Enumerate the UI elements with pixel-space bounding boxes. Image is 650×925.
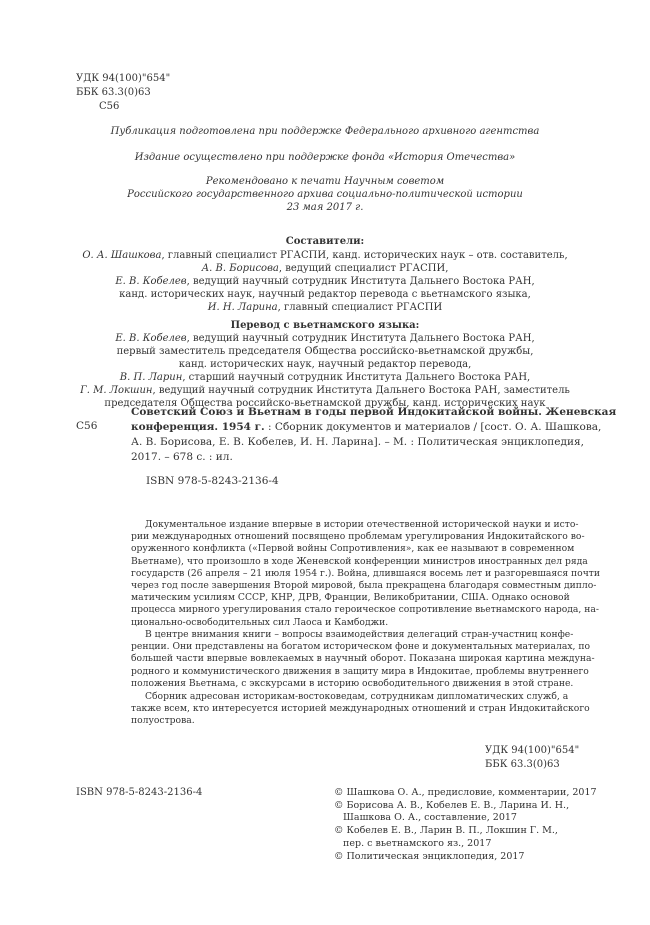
abstract-line: Вьетнаме), что произошло в ходе Женевской конференции министров иностранных дел ряда <box>131 555 588 567</box>
compiler-role: , ведущий научный сотрудник Института Дальнего Востока РАН, <box>186 276 535 287</box>
isbn-top: ISBN 978-5-8243-2136-4 <box>146 475 279 487</box>
bbk-code: ББК 63.3(0)63 <box>76 87 151 98</box>
translator-name: В. П. Ларин <box>119 372 183 383</box>
compiler-role: , главный специалист РГАСПИ <box>277 302 443 313</box>
book-title-line-1: Советский Союз и Вьетнам в годы первой Индокитайской войны. Женевская <box>131 406 617 418</box>
translator-name: Г. М. Локшин <box>80 385 153 396</box>
bbk-code-bottom: ББК 63.3(0)63 <box>485 759 560 770</box>
abstract-line: матическим усилиям СССР, КНР, ДРВ, Франции, Великобритании, США. Однако основой <box>131 592 570 604</box>
abstract-line: через год после завершения Второй мировой, была прекращена благодаря совместным дипло- <box>131 580 597 592</box>
compiler-role: , ведущий специалист РГАСПИ, <box>278 263 449 274</box>
translator-role: , ведущий научный сотрудник Института Дальнего Востока РАН, <box>186 333 535 344</box>
catalog-code: С56 <box>76 420 98 432</box>
book-title-bold: конференция. 1954 г. <box>131 421 265 433</box>
abstract-paragraph-1 <box>131 519 600 629</box>
isbn-bottom: ISBN 978-5-8243-2136-4 <box>76 787 203 798</box>
abstract-line: Документальное издание впервые в истории отечественной исторической науки и исто- <box>145 519 579 530</box>
translator-role: , ведущий научный сотрудник Института Дальнего Востока РАН, заместитель <box>152 385 570 396</box>
compilers-heading: Составители: <box>285 236 365 247</box>
translator-role: , старший научный сотрудник Института Дальнего Востока РАН, <box>182 372 531 383</box>
recommended-line-1: Рекомендовано к печати Научным советом <box>205 176 445 187</box>
abstract-line: Сборник адресован историкам-востоковедам, сотрудникам дипломатических служб, а <box>145 691 569 702</box>
udk-code: УДК 94(100)"654" <box>76 73 171 84</box>
translator-name: Е. В. Кобелев <box>115 333 187 344</box>
recommended-line-2: Российского государственного архива социально-политической истории <box>127 189 523 200</box>
compiler-line <box>0 250 650 262</box>
compiler-role: , главный специалист РГАСПИ, канд. исторических наук – отв. составитель, <box>161 250 568 261</box>
compiler-name: Е. В. Кобелев <box>115 276 187 287</box>
abstract-line: большей части впервые вовлекаемых в научный оборот. Показана широкая картина междуна- <box>131 653 595 665</box>
translator-line <box>0 372 650 384</box>
translator-line: председателя Общества российско-вьетнамской дружбы, канд. исторических наук <box>104 398 546 409</box>
translator-line <box>0 385 650 397</box>
abstract-line: также всем, кто интересуется историей международных отношений и стран Индокитайского <box>131 703 590 715</box>
book-title-line-2 <box>131 421 602 433</box>
translator-line <box>0 333 650 345</box>
abstract-line: В центре внимания книги – вопросы взаимодействия делегаций стран-участниц конфе- <box>145 629 574 640</box>
abstract-line: процесса мирного урегулирования стало героическое сопротивление вьетнамского народа, на- <box>131 604 599 616</box>
publication-note: Публикация подготовлена при поддержке Федерального архивного агентства <box>110 126 540 137</box>
abstract-line: оруженного конфликта («Первой войны Сопротивления», как ее называют в современном <box>131 543 575 555</box>
recommended-date: 23 мая 2017 г. <box>286 202 364 213</box>
copyright-line: пер. с вьетнамского яз., 2017 <box>334 838 492 849</box>
abstract-line: родного и коммунистического движения в защиту мира в Индокитае, проблемы внутреннего <box>131 665 589 677</box>
translation-heading: Перевод с вьетнамского языка: <box>230 320 420 331</box>
compiler-name: А. В. Борисова <box>201 263 279 274</box>
compiler-line <box>0 276 650 288</box>
abstract-paragraph-2 <box>131 629 595 690</box>
translator-line: первый заместитель председателя Общества российско-вьетнамской дружбы, <box>116 346 534 357</box>
abstract-line: ренции. Они представлены на богатом историческом фоне и документальных материалах, по <box>131 641 591 653</box>
compiler-name: О. А. Шашкова <box>82 250 162 261</box>
abstract-line: ционально-освободительных сил Лаоса и Камбоджи. <box>131 616 389 628</box>
abstract-paragraph-3 <box>131 691 590 728</box>
abstract-line: полуострова. <box>131 715 195 727</box>
copyright-line: © Борисова А. В., Кобелев Е. В., Ларина И. Н., <box>334 800 570 811</box>
abstract-line: государств (26 апреля – 21 июля 1954 г.). Война, длившаяся восемь лет и разгоревшаяся почти <box>131 567 600 579</box>
copyright-line: Шашкова О. А., составление, 2017 <box>334 812 517 823</box>
compiler-line <box>0 263 650 275</box>
udk-code-bottom: УДК 94(100)"654" <box>485 745 580 756</box>
book-subtitle: : Сборник документов и материалов / [сост. О. А. Шашкова, <box>264 421 602 433</box>
compiler-line <box>0 302 650 314</box>
compiler-name: И. Н. Ларина <box>207 302 278 313</box>
copyright-line: © Шашкова О. А., предисловие, комментарии, 2017 <box>334 787 597 798</box>
copyright-line: © Кобелев Е. В., Ларин В. П., Локшин Г. М., <box>334 825 558 836</box>
abstract-line: рии международных отношений посвящено проблемам урегулирования Индокитайского во- <box>131 531 585 543</box>
catalog-line-3: А. В. Борисова, Е. В. Кобелев, И. Н. Ларина]. – М. : Политическая энциклопедия, <box>131 436 584 448</box>
compiler-line: канд. исторических наук, научный редактор перевода с вьетнамского языка, <box>119 289 531 300</box>
author-mark: С56 <box>99 101 120 112</box>
catalog-line-4: 2017. – 678 с. : ил. <box>131 451 233 463</box>
copyright-line: © Политическая энциклопедия, 2017 <box>334 851 525 862</box>
edition-note: Издание осуществлено при поддержке фонда «История Отечества» <box>134 152 516 163</box>
abstract-line: положения Вьетнама, с экскурсами в историю освободительного движения в этой стране. <box>131 677 574 689</box>
translator-line: канд. исторических наук, научный редактор перевода, <box>178 359 472 370</box>
